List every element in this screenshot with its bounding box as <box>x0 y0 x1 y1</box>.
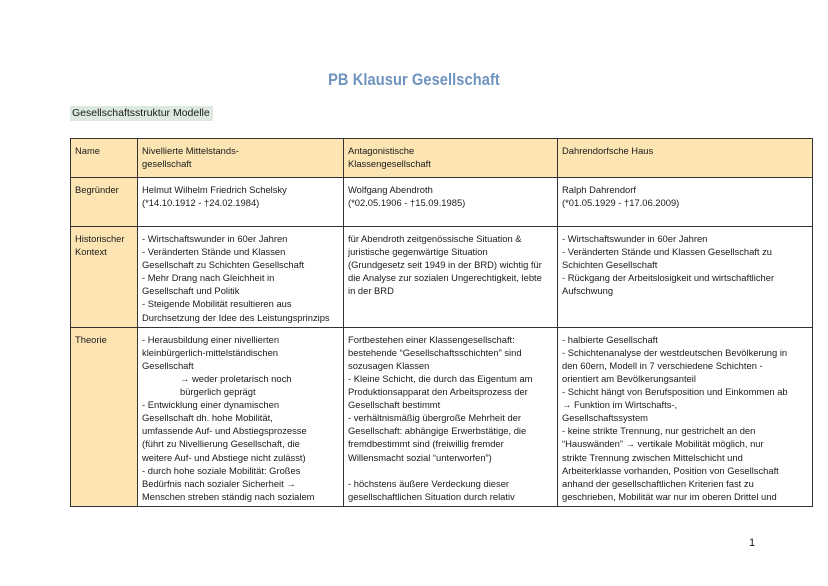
table-header-row <box>71 139 813 178</box>
cell-kontext-col2: für Abendroth zeitgenössische Situation & juristische gegenwärtige Situation (Grundgesetz seit 1949 in der BRD) wichtig für die Analyse zur sozialen Ungerechtigkeit, lebte in der BRD <box>344 227 558 328</box>
header-label: Name <box>71 139 138 178</box>
header-col1: Nivellierte Mittelstands- gesellschaft <box>138 139 344 178</box>
header-col2: Antagonistische Klassengesellschaft <box>344 139 558 178</box>
cell-kontext-col3: - Wirtschaftswunder in 60er Jahren - Veränderten Stände und Klassen Gesellschaft zu Schichten Gesellschaft - Rückgang der Arbeitslosigkeit und wirtschaftlicher Aufschwung <box>558 227 813 328</box>
row-label-begruender: Begründer <box>71 178 138 227</box>
table-row-begruender <box>71 178 813 227</box>
cell-begruender-col2: Wolfgang Abendroth (*02.05.1906 - †15.09.1985) <box>344 178 558 227</box>
cell-kontext-col1: - Wirtschaftswunder in 60er Jahren - Veränderten Stände und Klassen Gesellschaft zu Schichten Gesellschaft - Mehr Drang nach Gleichheit in Gesellschaft und Politik - Steigende Mobilität resultieren aus Durchsetzung der Idee des Leistungsprinzips <box>138 227 344 328</box>
cell-begruender-col1: Helmut Wilhelm Friedrich Schelsky (*14.10.1912 - †24.02.1984) <box>138 178 344 227</box>
header-col3: Dahrendorfsche Haus <box>558 139 813 178</box>
cell-theorie-col3: - halbierte Gesellschaft - Schichtenanalyse der westdeutschen Bevölkerung in den 60ern, Modell in 7 verschiedene Schichten - orientiert am Bevölkerungsanteil - Schicht hängt von Berufsposition und Einkommen ab → Funktion im Wirtschafts-, Gesellschaftssystem - keine strikte Trennung, nur gestrichelt an den “Hauswänden” → vertikale Mobilität möglich, nur strikte Trennung zwischen Mittelschicht und Arbeiterklasse vorhanden, Position von Gesellschaft anhand der gesellschaftlichen Kriterien fast zu geschrieben, Mobilität war nur im oberen Drittel und <box>558 327 813 506</box>
row-label-kontext: Historischer Kontext <box>71 227 138 328</box>
page-number: 1 <box>749 537 756 549</box>
row-label-theorie: Theorie <box>71 327 138 506</box>
section-heading: Gesellschaftsstruktur Modelle <box>70 106 213 121</box>
cell-theorie-col1: - Herausbildung einer nivellierten kleinbürgerlich-mittelständischen Gesellschaft → weder proletarisch noch bürgerlich geprägt - Entwicklung einer dynamischen Gesellschaft dh. hohe Mobilität, umfassende Auf- und Abstiegsprozesse (führt zu Nivellierung Gesellschaft, die weitere Auf- und Abstiege nicht zulässt) - durch hohe soziale Mobilität: Großes Bedürfnis nach sozialer Sicherheit → Menschen streben ständig nach sozialem <box>138 327 344 506</box>
cell-theorie-col2: Fortbestehen einer Klassengesellschaft: bestehende “Gesellschaftsschichten” sind sozusagen Klassen - Kleine Schicht, die durch das Eigentum am Produktionsapparat den Arbeitsprozess der Gesellschaft bestimmt - verhältnismäßig übergroße Mehrheit der Gesellschaft: abhängige Erwerbstätige, die fremdbestimmt sind (freiwillig fremder Willensmacht sozial “unterworfen”) - höchstens äußere Verdeckung dieser gesellschaftlichen Situation durch relativ <box>344 327 558 506</box>
document-title: PB Klausur Gesellschaft <box>328 70 500 89</box>
cell-begruender-col3: Ralph Dahrendorf (*01.05.1929 - †17.06.2009) <box>558 178 813 227</box>
table-row-kontext <box>71 227 813 328</box>
table-row-theorie <box>71 327 813 506</box>
comparison-table <box>70 138 813 507</box>
